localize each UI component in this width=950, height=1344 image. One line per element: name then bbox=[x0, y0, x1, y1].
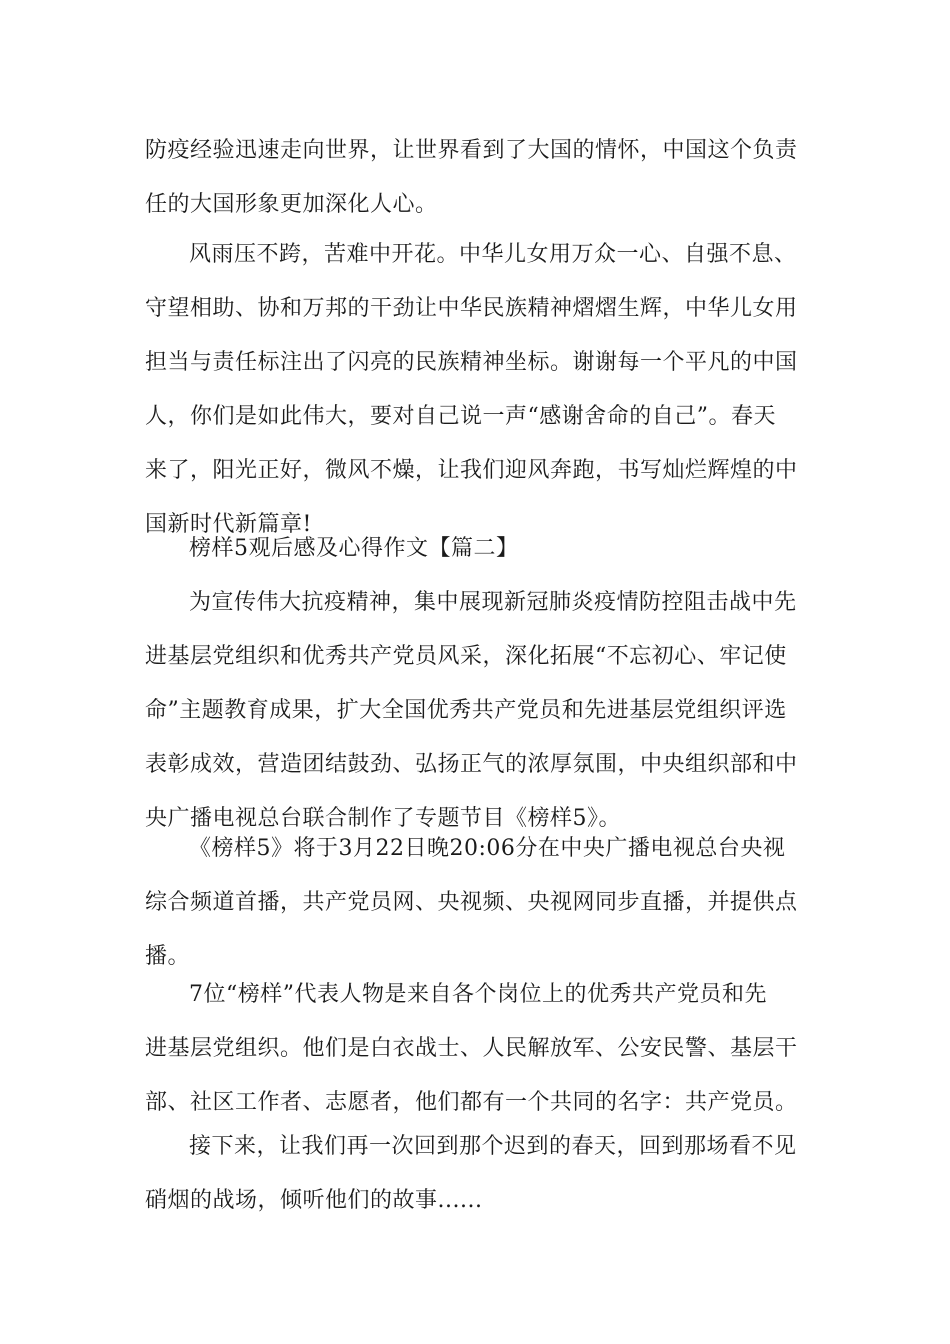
text-line: 进基层党组织。他们是白衣战士、人民解放军、公安民警、基层干 bbox=[145, 1036, 798, 1061]
text-line: 央广播电视总台联合制作了专题节目《榜样5》。 bbox=[145, 806, 621, 831]
text-line: 人，你们是如此伟大，要对自己说一声“感谢舍命的自己”。春天 bbox=[145, 404, 776, 429]
text-line: 部、社区工作者、志愿者，他们都有一个共同的名字：共产党员。 bbox=[145, 1090, 798, 1115]
text-line: 硝烟的战场，倾听他们的故事...... bbox=[145, 1188, 483, 1213]
text-line: 接下来，让我们再一次回到那个迟到的春天，回到那场看不见 bbox=[189, 1134, 797, 1159]
text-line: 守望相助、协和万邦的干劲让中华民族精神熠熠生辉，中华儿女用 bbox=[145, 296, 798, 321]
text-line: 《榜样5》将于3月22日晚20:06分在中央广播电视总台央视 bbox=[189, 836, 786, 861]
text-line: 进基层党组织和优秀共产党员风采，深化拓展“不忘初心、牢记使 bbox=[145, 644, 787, 669]
text-line: 表彰成效，营造团结鼓劲、弘扬正气的浓厚氛围，中央组织部和中 bbox=[145, 752, 798, 777]
text-line: 播。 bbox=[145, 944, 191, 969]
text-line: 为宣传伟大抗疫精神，集中展现新冠肺炎疫情防控阻击战中先 bbox=[189, 590, 797, 615]
text-line: 7位“榜样”代表人物是来自各个岗位上的优秀共产党员和先 bbox=[189, 982, 767, 1007]
paragraph-1 bbox=[145, 124, 810, 232]
text-line: 命”主题教育成果，扩大全国优秀共产党员和先进基层党组织评选 bbox=[145, 698, 787, 723]
text-line: 来了，阳光正好，微风不燥，让我们迎风奔跑，书写灿烂辉煌的中 bbox=[145, 458, 798, 483]
heading-line: 榜样5观后感及心得作文【篇二】 bbox=[189, 536, 519, 561]
paragraph-3 bbox=[145, 576, 810, 846]
paragraph-4 bbox=[145, 822, 810, 984]
text-line: 综合频道首播，共产党员网、央视频、央视网同步直播，并提供点 bbox=[145, 890, 798, 915]
paragraph-6 bbox=[145, 1120, 810, 1228]
text-line: 担当与责任标注出了闪亮的民族精神坐标。谢谢每一个平凡的中国 bbox=[145, 350, 798, 375]
text-line: 国新时代新篇章! bbox=[145, 512, 312, 537]
paragraph-2 bbox=[145, 228, 810, 552]
section-heading bbox=[145, 522, 810, 576]
text-line: 任的大国形象更加深化人心。 bbox=[145, 192, 438, 217]
text-line: 风雨压不跨，苦难中开花。中华儿女用万众一心、自强不息、 bbox=[189, 242, 797, 267]
text-line: 防疫经验迅速走向世界，让世界看到了大国的情怀，中国这个负责 bbox=[145, 138, 798, 163]
paragraph-5 bbox=[145, 968, 810, 1130]
